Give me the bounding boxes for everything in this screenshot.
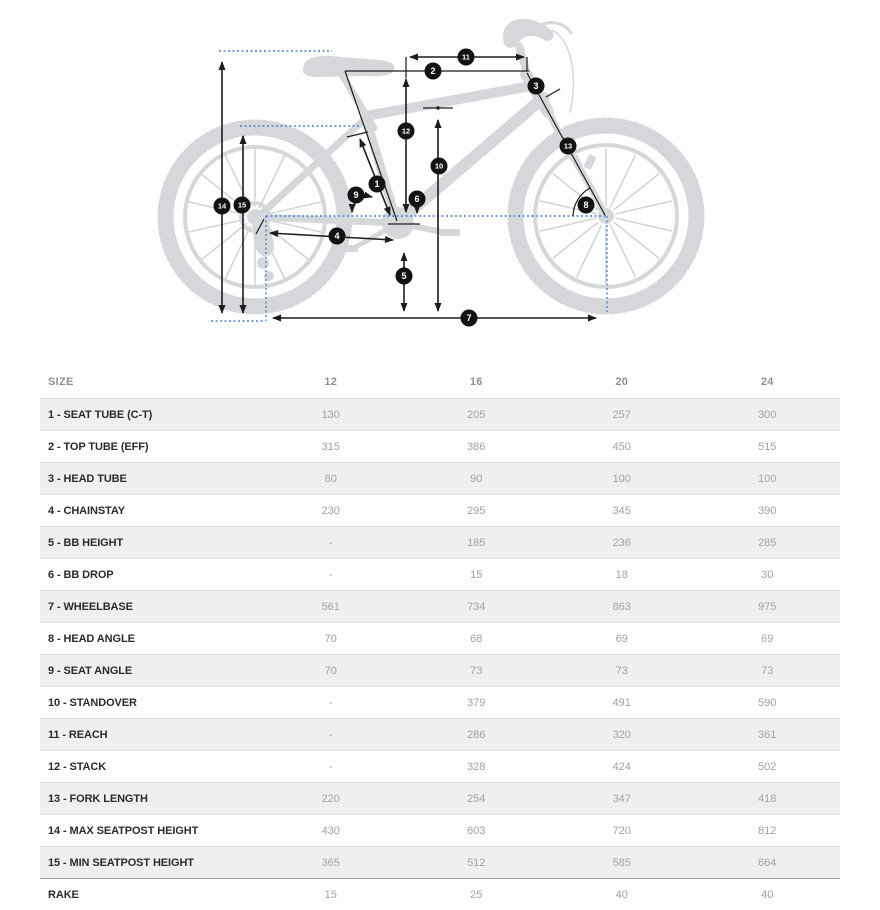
row-value: 100 (549, 463, 695, 495)
size-header: 20 (549, 366, 695, 399)
table-row (40, 719, 840, 751)
row-value: 286 (404, 719, 550, 751)
table-row (40, 879, 840, 910)
row-value: 25 (404, 879, 550, 910)
row-label: 5 - BB HEIGHT (40, 527, 258, 559)
row-value: 40 (549, 879, 695, 910)
row-value: 130 (258, 399, 404, 431)
row-value: 512 (404, 847, 550, 879)
table-row (40, 783, 840, 815)
row-value: 70 (258, 623, 404, 655)
callout-badge-15 (234, 197, 251, 214)
svg-text:4: 4 (334, 231, 339, 241)
row-value: 15 (404, 559, 550, 591)
callout-badge-4 (329, 228, 346, 245)
row-value: 100 (695, 463, 841, 495)
table-row (40, 655, 840, 687)
row-value: 345 (549, 495, 695, 527)
svg-text:11: 11 (462, 53, 470, 62)
row-value: 863 (549, 591, 695, 623)
svg-text:15: 15 (238, 201, 246, 210)
table-row (40, 591, 840, 623)
row-value: 254 (404, 783, 550, 815)
row-value: 315 (258, 431, 404, 463)
svg-text:8: 8 (583, 200, 588, 210)
table-row (40, 847, 840, 879)
row-value: 18 (549, 559, 695, 591)
row-value: 15 (258, 879, 404, 910)
row-label: 15 - MIN SEATPOST HEIGHT (40, 847, 258, 879)
svg-text:14: 14 (218, 202, 227, 211)
row-value: 386 (404, 431, 550, 463)
row-value: 69 (549, 623, 695, 655)
svg-text:1: 1 (374, 179, 379, 189)
row-value: 90 (404, 463, 550, 495)
row-value: 424 (549, 751, 695, 783)
row-value: 450 (549, 431, 695, 463)
row-value: 812 (695, 815, 841, 847)
svg-text:6: 6 (414, 194, 419, 204)
row-value: 40 (695, 879, 841, 910)
row-value: 68 (404, 623, 550, 655)
svg-text:12: 12 (402, 127, 410, 136)
callout-badge-1 (369, 176, 386, 193)
row-value: 975 (695, 591, 841, 623)
table-row (40, 495, 840, 527)
row-label: 11 - REACH (40, 719, 258, 751)
row-value: 69 (695, 623, 841, 655)
row-label: 3 - HEAD TUBE (40, 463, 258, 495)
svg-text:7: 7 (466, 313, 471, 323)
svg-text:9: 9 (353, 190, 358, 200)
row-value: - (258, 687, 404, 719)
row-value: 561 (258, 591, 404, 623)
row-value: - (258, 559, 404, 591)
row-label: 13 - FORK LENGTH (40, 783, 258, 815)
row-value: 664 (695, 847, 841, 879)
row-value: 236 (549, 527, 695, 559)
row-value: 220 (258, 783, 404, 815)
row-label: 1 - SEAT TUBE (C-T) (40, 399, 258, 431)
table-row (40, 815, 840, 847)
row-value: - (258, 751, 404, 783)
row-value: 430 (258, 815, 404, 847)
table-header-row (40, 366, 840, 399)
row-value: 73 (695, 655, 841, 687)
table-row (40, 559, 840, 591)
row-value: 590 (695, 687, 841, 719)
row-label: 9 - SEAT ANGLE (40, 655, 258, 687)
size-header: 24 (695, 366, 841, 399)
row-value: 205 (404, 399, 550, 431)
callout-badge-11 (458, 49, 475, 66)
row-label: 12 - STACK (40, 751, 258, 783)
row-label: RAKE (40, 879, 258, 910)
svg-text:5: 5 (401, 271, 406, 281)
size-header-label: SIZE (40, 366, 258, 399)
bike-geometry-diagram (0, 0, 880, 362)
table-row (40, 751, 840, 783)
crankset-icon (340, 207, 460, 252)
row-value: 502 (695, 751, 841, 783)
row-value: 257 (549, 399, 695, 431)
table-row (40, 463, 840, 495)
row-label: 10 - STANDOVER (40, 687, 258, 719)
row-label: 4 - CHAINSTAY (40, 495, 258, 527)
row-value: 603 (404, 815, 550, 847)
saddle-icon (303, 56, 394, 77)
table-row (40, 527, 840, 559)
row-label: 14 - MAX SEATPOST HEIGHT (40, 815, 258, 847)
front-wheel-icon (510, 120, 702, 312)
row-value: 379 (404, 687, 550, 719)
size-header: 12 (258, 366, 404, 399)
row-label: 2 - TOP TUBE (EFF) (40, 431, 258, 463)
svg-text:3: 3 (533, 81, 538, 91)
callout-badge-14 (214, 198, 231, 215)
row-value: 185 (404, 527, 550, 559)
svg-text:13: 13 (564, 142, 572, 151)
callout-badge-3 (528, 78, 545, 95)
geometry-table (40, 366, 840, 910)
row-label: 7 - WHEELBASE (40, 591, 258, 623)
size-header: 16 (404, 366, 550, 399)
svg-text:2: 2 (430, 66, 435, 76)
callout-badge-8 (578, 197, 595, 214)
callout-badge-5 (396, 268, 413, 285)
row-value: 30 (695, 559, 841, 591)
row-value: 328 (404, 751, 550, 783)
row-value: 734 (404, 591, 550, 623)
callout-badge-6 (409, 191, 426, 208)
table-row (40, 399, 840, 431)
row-value: 73 (404, 655, 550, 687)
row-label: 6 - BB DROP (40, 559, 258, 591)
row-value: 491 (549, 687, 695, 719)
row-value: 585 (549, 847, 695, 879)
row-value: 80 (258, 463, 404, 495)
row-value: 361 (695, 719, 841, 751)
table-row (40, 431, 840, 463)
table-row (40, 687, 840, 719)
row-value: 347 (549, 783, 695, 815)
seatpost (338, 68, 374, 128)
callout-badge-7 (461, 310, 478, 327)
row-value: 320 (549, 719, 695, 751)
row-value: 390 (695, 495, 841, 527)
callout-badge-12 (398, 123, 415, 140)
callout-badge-2 (425, 63, 442, 80)
callout-badge-10 (431, 158, 448, 175)
row-value: - (258, 527, 404, 559)
geometry-table-section (40, 366, 840, 910)
row-value: 73 (549, 655, 695, 687)
row-value: 70 (258, 655, 404, 687)
row-value: 365 (258, 847, 404, 879)
row-value: 300 (695, 399, 841, 431)
callout-badge-13 (560, 138, 577, 155)
table-row (40, 623, 840, 655)
svg-text:10: 10 (435, 162, 443, 171)
row-label: 8 - HEAD ANGLE (40, 623, 258, 655)
row-value: 230 (258, 495, 404, 527)
row-value: 285 (695, 527, 841, 559)
row-value: - (258, 719, 404, 751)
row-value: 515 (695, 431, 841, 463)
callout-badge-9 (348, 187, 365, 204)
row-value: 295 (404, 495, 550, 527)
row-value: 418 (695, 783, 841, 815)
row-value: 720 (549, 815, 695, 847)
